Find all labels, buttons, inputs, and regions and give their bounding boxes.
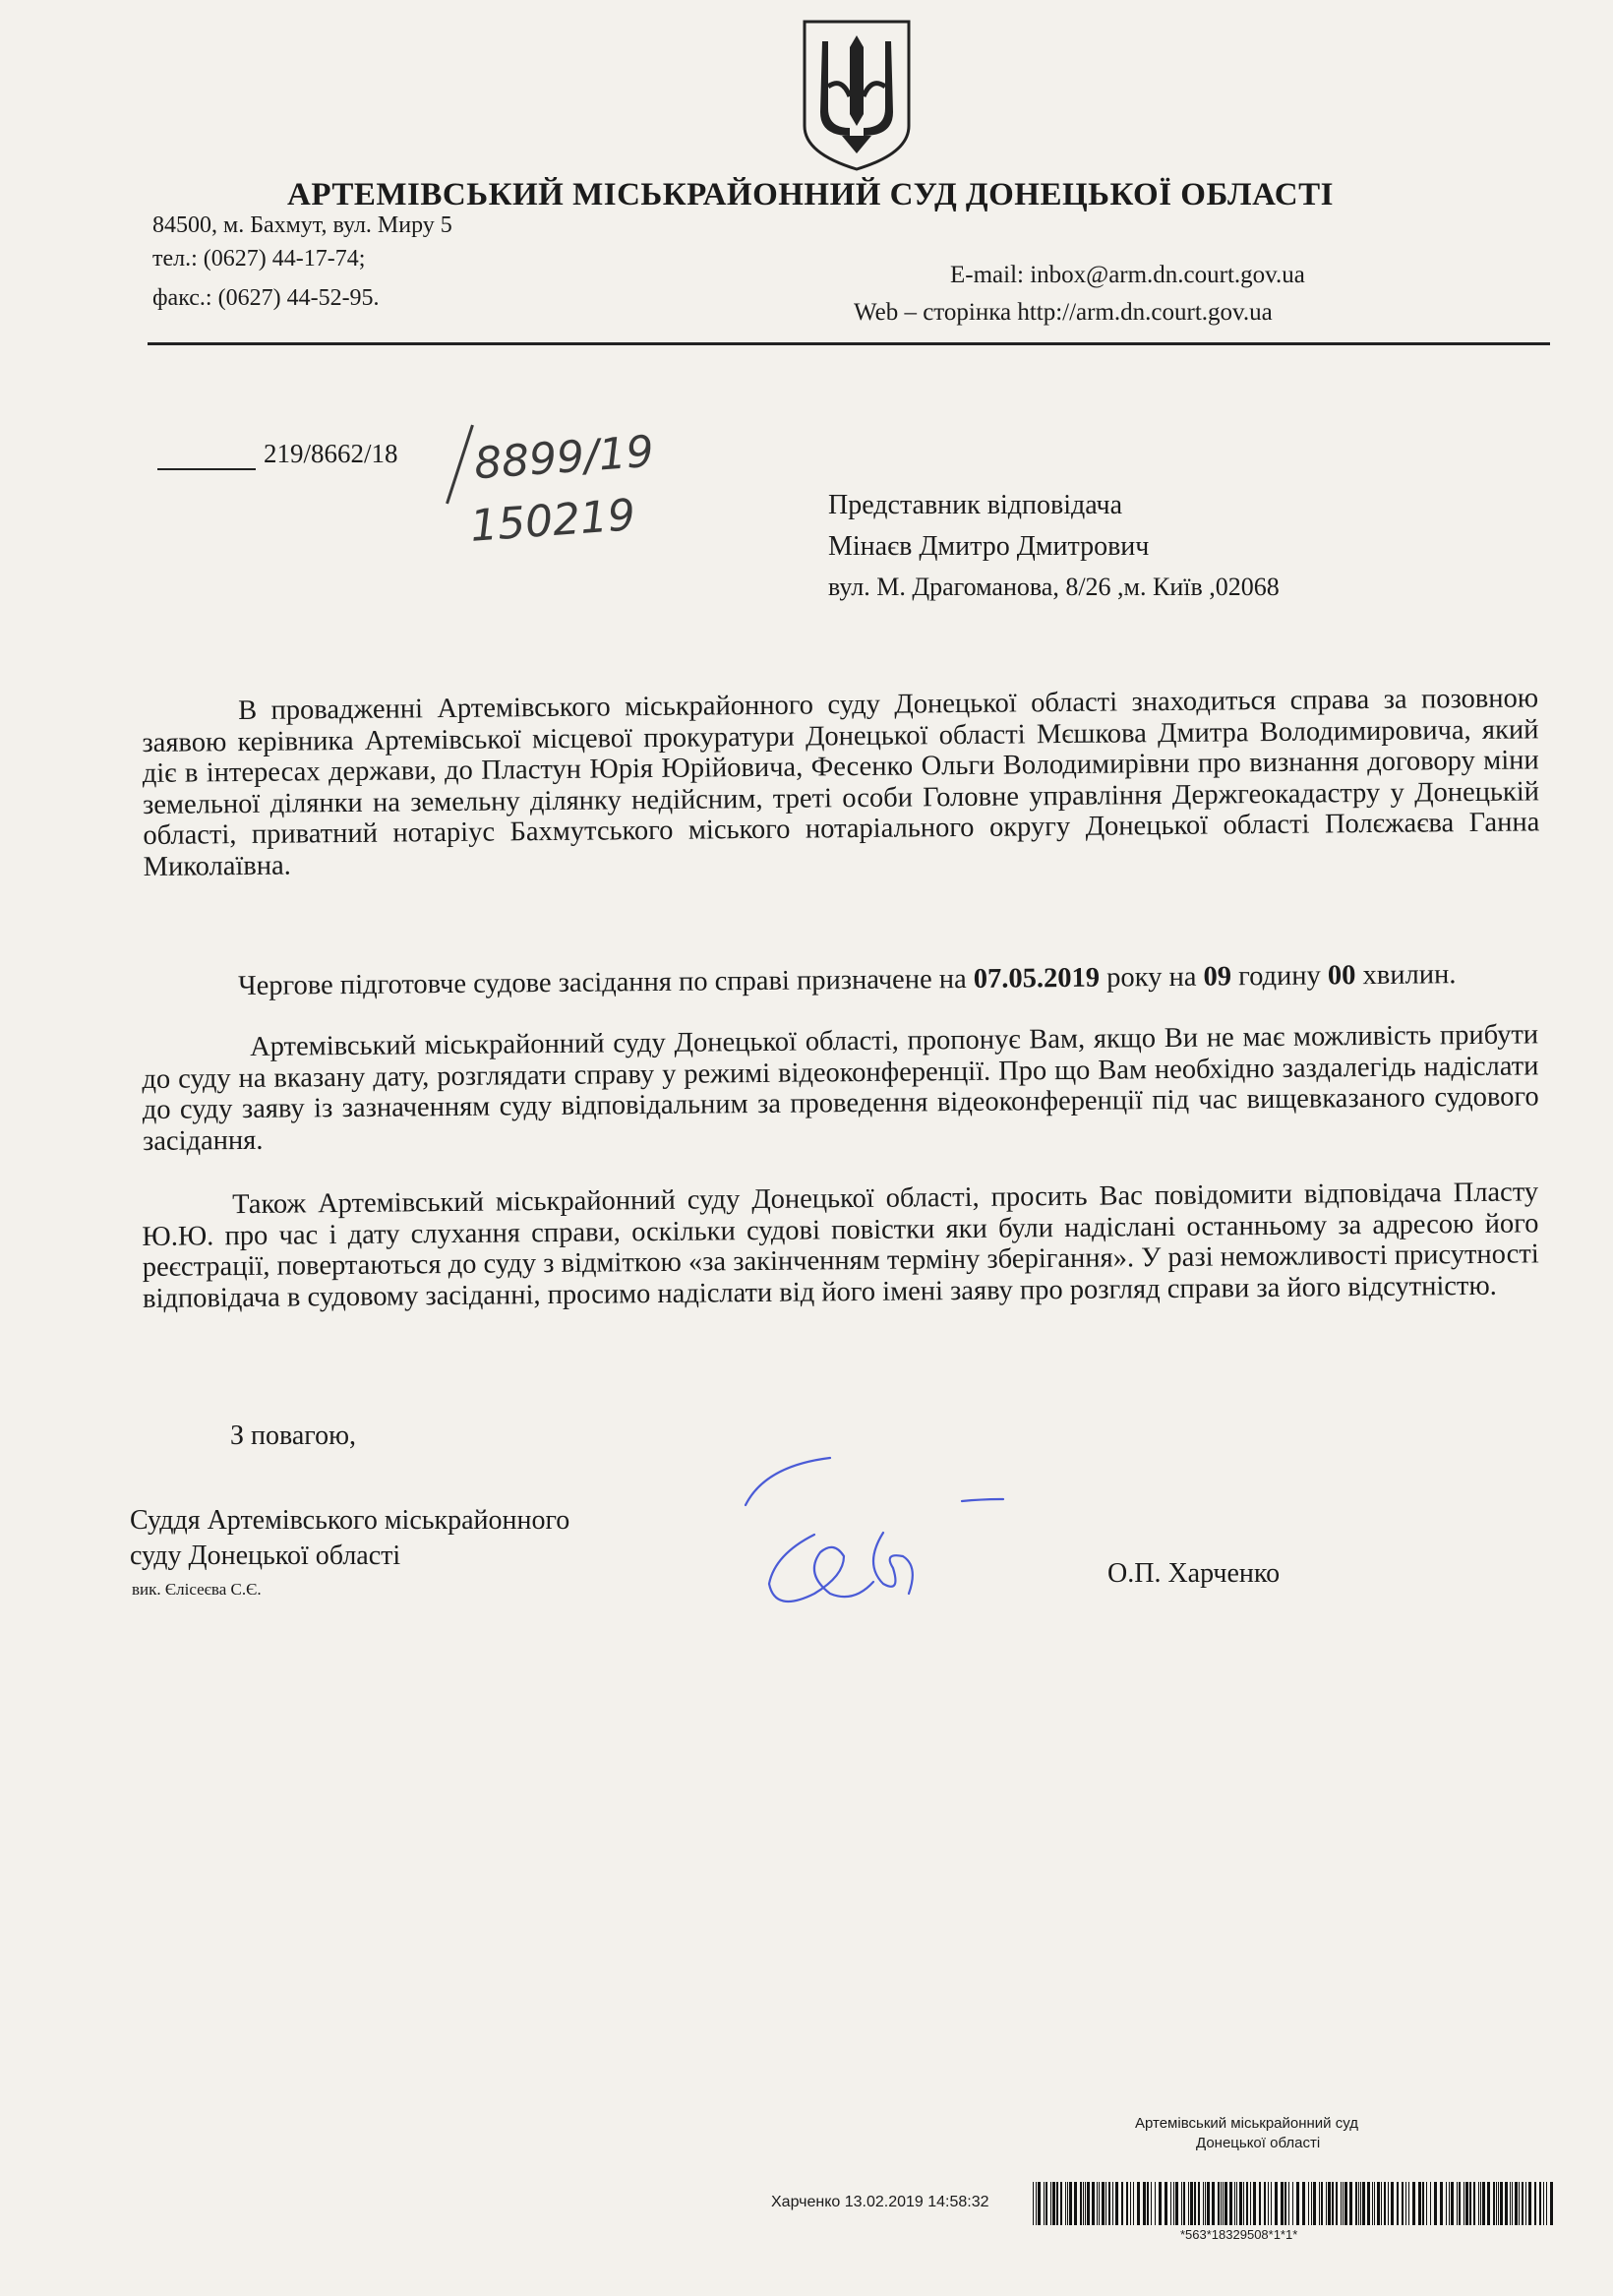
barcode-bar bbox=[1080, 2182, 1082, 2225]
barcode-bar bbox=[1155, 2182, 1156, 2225]
barcode-bar bbox=[1308, 2182, 1309, 2225]
hearing-hour: 09 bbox=[1203, 961, 1232, 993]
barcode-bar bbox=[1181, 2182, 1182, 2225]
barcode-bar bbox=[1493, 2182, 1495, 2225]
barcode-bar bbox=[1275, 2182, 1278, 2225]
barcode-bar bbox=[1519, 2182, 1520, 2225]
handwritten-slash bbox=[446, 425, 474, 505]
barcode-bar bbox=[1112, 2182, 1113, 2225]
barcode-bar bbox=[1115, 2182, 1118, 2225]
barcode-bar bbox=[1522, 2182, 1523, 2225]
barcode-bar bbox=[1397, 2182, 1399, 2225]
barcode-bar bbox=[1344, 2182, 1347, 2225]
barcode-bar bbox=[1036, 2182, 1037, 2225]
court-phone: тел.: (0627) 44-17-74; bbox=[152, 246, 366, 272]
hearing-text: Чергове підготовче судове засідання по справі призначене на bbox=[237, 963, 974, 1002]
barcode-bar bbox=[1087, 2182, 1090, 2225]
barcode-bar bbox=[1207, 2182, 1210, 2225]
barcode-bar bbox=[1505, 2182, 1508, 2225]
barcode-bar bbox=[1528, 2182, 1531, 2225]
hearing-text: хвилин. bbox=[1355, 959, 1457, 992]
barcode-bar bbox=[1190, 2182, 1193, 2225]
document-barcode bbox=[1033, 2182, 1554, 2225]
reference-number: 219/8662/18 bbox=[264, 439, 398, 468]
barcode-bar bbox=[1284, 2182, 1286, 2225]
barcode-bar bbox=[1391, 2182, 1394, 2225]
barcode-bar bbox=[1332, 2182, 1334, 2225]
barcode-bar bbox=[1296, 2182, 1299, 2225]
barcode-bar bbox=[1205, 2182, 1206, 2225]
barcode-bar bbox=[1430, 2182, 1431, 2225]
trident-emblem-icon bbox=[799, 18, 915, 173]
judge-name: О.П. Харченко bbox=[1107, 1558, 1281, 1589]
barcode-bar bbox=[1198, 2182, 1200, 2225]
barcode-bar bbox=[1408, 2182, 1409, 2225]
barcode-bar bbox=[1271, 2182, 1272, 2225]
barcode-bar bbox=[1469, 2182, 1471, 2225]
barcode-bar bbox=[1313, 2182, 1316, 2225]
barcode-bar bbox=[1515, 2182, 1518, 2225]
barcode-bar bbox=[1326, 2182, 1327, 2225]
barcode-bar bbox=[1328, 2182, 1331, 2225]
handwritten-reg-date: 150219 bbox=[468, 490, 637, 552]
barcode-bar bbox=[1374, 2182, 1375, 2225]
barcode-bar bbox=[1349, 2182, 1352, 2225]
barcode-bar bbox=[1234, 2182, 1235, 2225]
barcode-bar bbox=[1268, 2182, 1269, 2225]
barcode-bar bbox=[1355, 2182, 1357, 2225]
barcode-bar bbox=[1459, 2182, 1461, 2225]
barcode-bar bbox=[1498, 2182, 1499, 2225]
barcode-bar bbox=[1422, 2182, 1424, 2225]
barcode-bar bbox=[1033, 2182, 1034, 2225]
barcode-bar bbox=[1069, 2182, 1072, 2225]
barcode-bar bbox=[1384, 2182, 1386, 2225]
recipient-address: вул. М. Драгоманова, 8/26 ,м. Київ ,02068 bbox=[828, 573, 1280, 601]
body-paragraph-videoconference: Артемівський міськрайонний суду Донецької області, пропонує Вам, якщо Ви не має можливість прибути до суду на вказану дату, розглядати справу у режимі відеоконференції. Про що Вам необхідно заздалегідь надіслати до суду заяву із зазначенням суду відповідальним за проведення відеоконференції під час вищевказаного судового засідання. bbox=[142, 1019, 1539, 1157]
barcode-bar bbox=[1358, 2182, 1359, 2225]
court-address: 84500, м. Бахмут, вул. Миру 5 bbox=[152, 212, 452, 238]
barcode-bar bbox=[1412, 2182, 1415, 2225]
barcode-text: *563*18329508*1*1* bbox=[1180, 2227, 1298, 2242]
barcode-bar bbox=[1092, 2182, 1095, 2225]
barcode-bar bbox=[1183, 2182, 1185, 2225]
barcode-bar bbox=[1341, 2182, 1342, 2225]
hearing-text: року на bbox=[1099, 961, 1204, 994]
barcode-bar bbox=[1121, 2182, 1123, 2225]
court-name: АРТЕМІВСЬКИЙ МІСЬКРАЙОННИЙ СУД ДОНЕЦЬКОЇ ОБЛАСТІ bbox=[287, 177, 1334, 212]
barcode-bar bbox=[1343, 2182, 1344, 2225]
barcode-bar bbox=[1546, 2182, 1547, 2225]
barcode-bar bbox=[1170, 2182, 1171, 2225]
stamp-author-timestamp: Харченко 13.02.2019 14:58:32 bbox=[771, 2194, 989, 2210]
court-fax: факс.: (0627) 44-52-95. bbox=[152, 285, 380, 311]
barcode-bar bbox=[1539, 2182, 1541, 2225]
barcode-bar bbox=[1418, 2182, 1421, 2225]
barcode-bar bbox=[1321, 2182, 1323, 2225]
handwritten-signature bbox=[736, 1446, 1011, 1633]
barcode-bar bbox=[1510, 2182, 1511, 2225]
barcode-bar bbox=[1085, 2182, 1086, 2225]
barcode-bar bbox=[1045, 2182, 1047, 2225]
judge-title-line-1: Суддя Артемівського міськрайонного bbox=[130, 1505, 570, 1536]
recipient-name: Мінаєв Дмитро Дмитрович bbox=[828, 531, 1150, 562]
stamp-region: Донецької області bbox=[1196, 2135, 1321, 2151]
hearing-text: годину bbox=[1230, 960, 1329, 993]
barcode-bar bbox=[1336, 2182, 1338, 2225]
barcode-bar bbox=[1496, 2182, 1497, 2225]
barcode-bar bbox=[1038, 2182, 1041, 2225]
barcode-bar bbox=[1482, 2182, 1485, 2225]
barcode-bar bbox=[1426, 2182, 1427, 2225]
barcode-bar bbox=[1126, 2182, 1128, 2225]
barcode-bar bbox=[1292, 2182, 1293, 2225]
barcode-bar bbox=[1165, 2182, 1167, 2225]
barcode-bar bbox=[1311, 2182, 1312, 2225]
barcode-bar bbox=[1480, 2182, 1481, 2225]
closing-regards: З повагою, bbox=[230, 1420, 356, 1451]
barcode-bar bbox=[1175, 2182, 1178, 2225]
barcode-bar bbox=[1534, 2182, 1536, 2225]
body-paragraph-case: В провадженні Артемівського міськрайонного суду Донецької області знаходиться справа за позовною заявою керівника Артемівської місцевої прокуратури Донецької області Мєшкова Дмитра Володимировича, який діє в інтересах держави, до Пластун Юрія Юрійовича, Фесенко Ольги Володимирівни про визнання договору міни земельної ділянки на земельну ділянку недійсним, треті особи Головне управління Держгеокадастру у Донецькій області, приватний нотаріус Бахмутського міського нотаріального округу Донецької області Полєжаєва Ганна Миколаївна. bbox=[142, 683, 1540, 882]
barcode-bar bbox=[1236, 2182, 1237, 2225]
body-paragraph-notify: Також Артемівський міськрайонний суду Донецької області, просить Вас повідомити відповідача Пласту Ю.Ю. про час і дату слухання справи, оскільки судові повістки яки були надіслані останньому за адресою його реєстрації, повертаються до суду з відміткою «за закінченням терміну зберігання». У разі неможливості присутності відповідача в судовому засіданні, просимо надіслати від його імені заяву про розгляд справи за його відсутністю. bbox=[142, 1177, 1539, 1314]
barcode-bar bbox=[1377, 2182, 1380, 2225]
barcode-bar bbox=[1060, 2182, 1062, 2225]
court-website: Web – сторінка http://arm.dn.court.gov.ua bbox=[854, 299, 1273, 326]
barcode-bar bbox=[1246, 2182, 1248, 2225]
barcode-bar bbox=[1173, 2182, 1174, 2225]
barcode-bar bbox=[1367, 2182, 1370, 2225]
barcode-bar bbox=[1402, 2182, 1404, 2225]
barcode-bar bbox=[1465, 2182, 1468, 2225]
barcode-bar bbox=[1056, 2182, 1058, 2225]
barcode-bar bbox=[1405, 2182, 1406, 2225]
barcode-bar bbox=[1108, 2182, 1110, 2225]
barcode-bar bbox=[1212, 2182, 1215, 2225]
barcode-bar bbox=[1074, 2182, 1077, 2225]
barcode-bar bbox=[1360, 2182, 1361, 2225]
handwritten-reg-number: 8899/19 bbox=[472, 426, 656, 490]
barcode-bar bbox=[1159, 2182, 1162, 2225]
barcode-bar bbox=[1218, 2182, 1220, 2225]
body-paragraph-hearing bbox=[142, 958, 1538, 1002]
barcode-bar bbox=[1550, 2182, 1553, 2225]
barcode-bar bbox=[1147, 2182, 1149, 2225]
barcode-bar bbox=[1478, 2182, 1479, 2225]
barcode-bar bbox=[1440, 2182, 1443, 2225]
stamp-court-name: Артемівський міськрайонний суд bbox=[1135, 2115, 1358, 2132]
barcode-bar bbox=[1194, 2182, 1196, 2225]
court-email: E-mail: inbox@arm.dn.court.gov.ua bbox=[950, 262, 1305, 288]
barcode-bar bbox=[1102, 2182, 1105, 2225]
barcode-bar bbox=[1050, 2182, 1051, 2225]
barcode-bar bbox=[1388, 2182, 1389, 2225]
barcode-bar bbox=[1512, 2182, 1513, 2225]
hearing-date: 07.05.2019 bbox=[973, 962, 1101, 995]
barcode-bar bbox=[1362, 2182, 1365, 2225]
barcode-bar bbox=[1221, 2182, 1222, 2225]
barcode-bar bbox=[1130, 2182, 1131, 2225]
barcode-bar bbox=[1302, 2182, 1305, 2225]
barcode-bar bbox=[1099, 2182, 1100, 2225]
barcode-bar bbox=[1259, 2182, 1261, 2225]
hearing-minutes: 00 bbox=[1327, 960, 1356, 992]
barcode-bar bbox=[1052, 2182, 1055, 2225]
barcode-bar bbox=[1500, 2182, 1503, 2225]
barcode-bar bbox=[1250, 2182, 1251, 2225]
barcode-bar bbox=[1473, 2182, 1475, 2225]
recipient-role: Представник відповідача bbox=[828, 490, 1123, 520]
barcode-bar bbox=[1264, 2182, 1266, 2225]
barcode-bar bbox=[1457, 2182, 1458, 2225]
barcode-bar bbox=[1105, 2182, 1106, 2225]
barcode-bar bbox=[1543, 2182, 1544, 2225]
barcode-bar bbox=[1239, 2182, 1242, 2225]
barcode-bar bbox=[1449, 2182, 1450, 2225]
barcode-bar bbox=[1319, 2182, 1320, 2225]
barcode-bar bbox=[1097, 2182, 1098, 2225]
barcode-bar bbox=[1372, 2182, 1373, 2225]
barcode-bar bbox=[1083, 2182, 1084, 2225]
barcode-bar bbox=[1137, 2182, 1140, 2225]
reference-blank-line bbox=[157, 468, 256, 470]
barcode-bar bbox=[1223, 2182, 1224, 2225]
barcode-bar bbox=[1487, 2182, 1490, 2225]
barcode-bar bbox=[1434, 2182, 1437, 2225]
barcode-bar bbox=[1253, 2182, 1256, 2225]
barcode-bar bbox=[1243, 2182, 1244, 2225]
barcode-bar bbox=[1067, 2182, 1068, 2225]
barcode-bar bbox=[1133, 2182, 1134, 2225]
barcode-bar bbox=[1143, 2182, 1146, 2225]
barcode-bar bbox=[1188, 2182, 1189, 2225]
barcode-bar bbox=[1225, 2182, 1227, 2225]
barcode-bar bbox=[1525, 2182, 1526, 2225]
header-divider bbox=[148, 342, 1550, 345]
barcode-bar bbox=[1281, 2182, 1284, 2225]
judge-title-line-2: суду Донецької області bbox=[130, 1541, 401, 1571]
barcode-bar bbox=[1065, 2182, 1066, 2225]
barcode-bar bbox=[1288, 2182, 1289, 2225]
barcode-bar bbox=[1151, 2182, 1152, 2225]
barcode-bar bbox=[1044, 2182, 1045, 2225]
executor-name: вик. Єлісеєва С.Є. bbox=[132, 1580, 262, 1599]
barcode-bar bbox=[1381, 2182, 1382, 2225]
barcode-bar bbox=[1446, 2182, 1447, 2225]
barcode-bar bbox=[1229, 2182, 1232, 2225]
barcode-bar bbox=[1451, 2182, 1454, 2225]
barcode-bar bbox=[1203, 2182, 1204, 2225]
